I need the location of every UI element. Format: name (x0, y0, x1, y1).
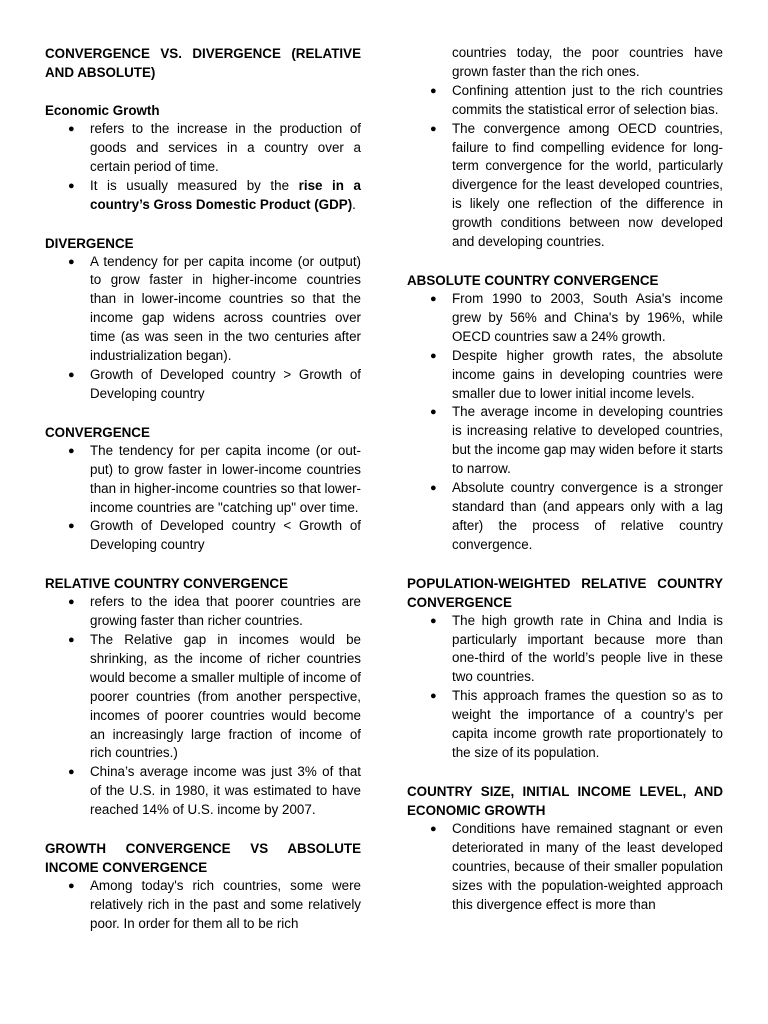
list-item: ● refers to the increase in the production of goods and services in a country over a certain period of time. (68, 121, 361, 174)
bullet-icon: ● (68, 123, 75, 135)
section-gap (407, 763, 723, 782)
bullet-icon: ● (68, 368, 75, 381)
divergence-heading: DIVERGENCE (45, 235, 134, 251)
country-size-list (407, 820, 723, 915)
list-item: ● A tendency for per capita income (or output) to grow faster in higher-income countries than in lower-income countries so that the income gap widens across countries over time (as was seen in the two centuries after industrialization began). (68, 253, 361, 364)
bullet-icon: ● (68, 766, 75, 779)
list-item: ● Despite higher growth rates, the absolute income gains in developing countries were smaller due to lower initial income levels. (430, 347, 723, 401)
bullet-icon: ● (430, 822, 437, 835)
list-item: ● The convergence among OECD countries, failure to find compelling evidence for long-term convergence for the world, particularly divergence for the least developed countries, is likely one reflection of the difference in growth conditions between now developed and developing countries. (430, 120, 723, 250)
economic-growth-list (45, 120, 361, 215)
list-item: ● Growth of Developed country > Growth of Developing country (68, 366, 361, 401)
growth-vs-absolute-list-continued (407, 82, 723, 252)
growth-vs-absolute-heading: GROWTH CONVERGENCE VS ABSOLUTE INCOME CONVERGENCE (45, 841, 361, 876)
bullet-icon: ● (430, 690, 437, 703)
bullet-icon: ● (430, 614, 437, 627)
list-item: ● Conditions have remained stagnant or even deteriorated in many of the least developed countries, because of their smaller population sizes with the population-weighted approach this divergence effect is more than (430, 820, 723, 912)
section-gap (407, 555, 723, 574)
convergence-heading: CONVERGENCE (45, 424, 150, 440)
population-weighted-heading: POPULATION-WEIGHTED RELATIVE COUNTRY CONVERGENCE (407, 575, 723, 610)
bullet-icon: ● (430, 122, 437, 135)
bullet-icon: ● (430, 84, 437, 97)
list-item: ● Absolute country convergence is a stronger standard than (and appears only with a lag after) the process of relative country convergence. (430, 480, 723, 552)
bullet-icon: ● (430, 482, 437, 495)
bullet-icon: ● (68, 444, 75, 457)
bullet-icon: ● (68, 179, 75, 192)
relative-convergence-list (45, 593, 361, 820)
divergence-list (45, 253, 361, 404)
list-item: ● Confining attention just to the rich countries commits the statistical error of selection bias. (430, 82, 723, 117)
bullet-icon: ● (430, 349, 437, 362)
convergence-list (45, 442, 361, 555)
bullet-icon: ● (430, 406, 437, 419)
bullet-icon: ● (68, 596, 75, 609)
list-item: ● Among today's rich countries, some were relatively rich in the past and some relatively poor. In order for them all to be rich (68, 878, 361, 931)
list-item: ● refers to the idea that poorer countries are growing faster than richer countries. (68, 594, 361, 629)
list-item: ● This approach frames the question so as to weight the importance of a country’s per capita income growth rate proportionately to the size of its population. (430, 688, 723, 760)
list-item: ● China’s average income was just 3% of that of the U.S. in 1980, it was estimated to have reached 14% of U.S. income by 2007. (68, 764, 361, 818)
population-weighted-list (407, 612, 723, 763)
growth-vs-absolute-list (45, 877, 361, 934)
document-title: CONVERGENCE VS. DIVERGENCE (RELATIVE AND ABSOLUTE) (45, 46, 361, 80)
list-item: ● The high growth rate in China and India is particularly important because more than one-third of the world’s people live in these two countries. (430, 612, 723, 685)
list-item: ● Growth of Developed country < Growth of Developing country (68, 518, 361, 553)
list-item: ● It is usually measured by the rise in a country’s Gross Domestic Product (GDP). (68, 177, 361, 212)
bullet-icon: ● (68, 634, 75, 647)
country-size-heading: COUNTRY SIZE, INITIAL INCOME LEVEL, AND ECONOMIC GROWTH (407, 783, 723, 818)
list-item: ● The tendency for per capita income (or out-put) to grow faster in lower-income countries than in higher-income countries so that lower-income countries are "catching up" over time. (68, 442, 361, 515)
continued-text: countries today, the poor countries have grown faster than the rich ones. (452, 45, 723, 79)
list-item: ● The average income in developing countries is increasing relative to developed countries, but the income gap may widen before it starts to narrow. (430, 404, 723, 477)
relative-convergence-heading: RELATIVE COUNTRY CONVERGENCE (45, 576, 289, 592)
absolute-convergence-heading: ABSOLUTE COUNTRY CONVERGENCE (407, 272, 659, 288)
bullet-icon: ● (68, 880, 75, 893)
bullet-icon: ● (68, 520, 75, 533)
economic-growth-heading: Economic Growth (45, 103, 160, 118)
list-item: ● The Relative gap in incomes would be shrinking, as the income of richer countries would become a smaller multiple of income of poorer countries (from another perspective, incomes of poorer countries would become an increasingly large fraction of income of rich countries.) (68, 632, 361, 761)
right-column (407, 44, 723, 914)
left-column (45, 44, 361, 934)
bullet-icon: ● (68, 255, 75, 268)
absolute-convergence-list (407, 290, 723, 555)
list-item: ● From 1990 to 2003, South Asia's income grew by 56% and China's by 196%, while OECD countries saw a 24% growth. (430, 290, 723, 344)
gdp-emphasis: rise in a country’s Gross Domestic Product (GDP) (90, 177, 361, 212)
bullet-icon: ● (430, 292, 437, 305)
